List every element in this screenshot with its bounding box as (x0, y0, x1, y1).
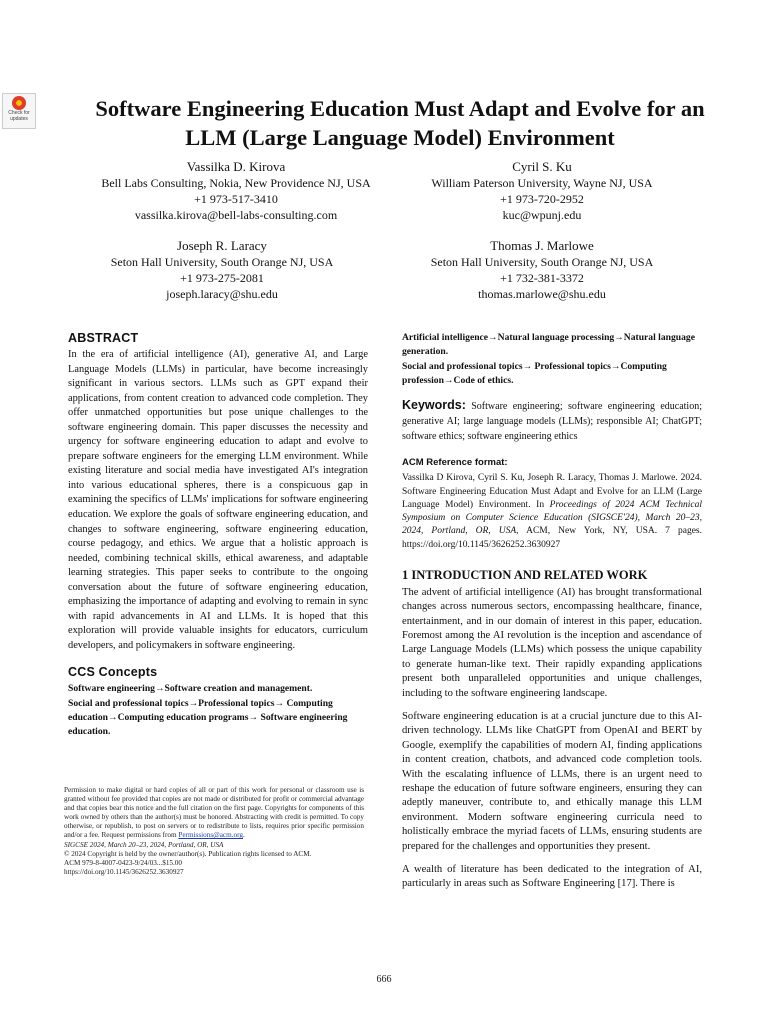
page-number: 666 (376, 974, 392, 985)
ccs-concept-line: Social and professional topics→Professional topics→ Computing education→Computing education programs→ Software engineering education. (68, 697, 348, 738)
keywords-label: Keywords: (402, 398, 466, 413)
ccs-concept-line: Software engineering→Software creation and management. (68, 683, 313, 695)
permission-link-tail: . (242, 831, 245, 840)
introduction-section (402, 568, 702, 892)
ccs-concept-line: Social and professional topics→ Professional topics→Computing profession→Code of ethics. (402, 360, 667, 386)
check-for-updates-badge[interactable] (2, 93, 36, 129)
author-name: Vassilka D. Kirova (186, 159, 286, 174)
acm-reference-tail: ACM, New York, NY, USA. 7 pages. https://doi.org/10.1145/3626252.3630927 (402, 526, 702, 550)
ccs-heading: CCS Concepts (68, 665, 158, 680)
abstract-text: In the era of artificial intelligence (AI), generative AI, and Large Language Models (LLMs) in particular, have become increasingly significant in various sectors. LLMs such as GPT expand their applications, from content creation to advanced code completion. They offer unmatched opportunities but pose unique challenges to the software engineering domain. This paper discusses the necessity and urgency for software engineering education to adapt and evolve to prepare software engineers for the emerging LLM environment. While existing literature and social media have investigated AI's integration into various educational spheres, there is a conspicuous gap in examining the specifics of LLMs' implications for software engineering education. We explore the goals of software engineering education, and changes to software engineering, software engineering education, course pedagogy, and ethics. We argue that a holistic approach is needed, combining technical skills, ethical awareness, and adaptable learning strategies. This paper seeks to contribute to the ongoing conversation about the future of software engineering education, emphasizing the importance of adapting and evolving to remain in sync with rapid advancements in AI and LLMs. It is hoped that this exploration will provide valuable insights for educators, curriculum developers, and policymakers in software engineering. (68, 349, 368, 651)
keywords (402, 398, 702, 444)
author-name: Thomas J. Marlowe (490, 238, 594, 253)
right-column (402, 331, 702, 901)
author-phone: +1 973-720-2952 (500, 192, 584, 206)
permission-text: Permission to make digital or hard copies of all or part of this work for personal or classroom use is granted without fee provided that copies are not made or distributed for profit or commercial advantage and that copies bear this notice and the full citation on the first page. Copyrights for components of this work owned by others than the author(s) must be honored. Abstracting with credit is permitted. To copy otherwise, or republish, to post on servers or to redistribute to lists, requires prior specific permission and/or a fee. Request permissions from (64, 786, 364, 840)
isbn-line: ACM 979-8-4007-0423-9/24/03...$15.00 (64, 858, 182, 867)
author-email: kuc@wpunj.edu (502, 208, 582, 222)
acm-reference (402, 456, 702, 552)
acm-reference-label: ACM Reference format: (402, 457, 508, 469)
keywords-text: Software engineering; software engineering education; generative AI; large language models (LLMs); responsible AI; ChatGPT; software ethics; software engineering ethics (402, 401, 702, 443)
check-for-updates-icon (12, 96, 26, 110)
author-name: Cyril S. Ku (512, 159, 572, 174)
abstract-heading: ABSTRACT (68, 331, 139, 345)
doi-line[interactable]: https://doi.org/10.1145/3626252.3630927 (64, 867, 184, 876)
acm-reference-venue: Proceedings of 2024 ACM Technical Symposium on Computer Science Education (SIGSCE'24), March 20–23, 2024, Portland, OR, USA, (402, 499, 702, 537)
author-phone: +1 973-275-2081 (180, 271, 264, 285)
author-block (86, 158, 386, 223)
author-block (72, 237, 372, 302)
acm-reference-text: Vassilka D Kirova, Cyril S. Ku, Joseph R. Laracy, Thomas J. Marlowe. 2024. Software Engineering Education Must Adapt and Evolve for an LLM (Large Language Model) Environment. In (402, 473, 702, 510)
introduction-paragraph: The advent of artificial intelligence (AI) has brought transformational changes across numerous sectors, encompassing healthcare, finance, entertainment, and in our domain of interest in this paper, education. Foremost among the AI revolution is the inception and ascendance of Large Language Models (LLMs) which possess the unique capability to generate human-like text. Their rapidly expanding applications present both unparalleled opportunities and unique challenges, including to the software engineering landscape. (402, 586, 702, 699)
badge-label: Check for updates (8, 110, 30, 122)
author-affiliation: Seton Hall University, South Orange NJ, USA (110, 255, 334, 269)
permission-notice (64, 786, 364, 877)
left-column (68, 331, 368, 740)
author-phone: +1 973-517-3410 (194, 192, 278, 206)
introduction-paragraph: Software engineering education is at a crucial juncture due to this AI-driven technology. LLMs like ChatGPT from OpenAI and BERT by Google, exemplify the capabilities of modern AI, finding applications in content creation, chatbots, and advanced code completion tools. With the escalating influence of LLMs, there is an urgent need to reshape the education of future software engineers, ensuring they can adeptly maneuver, contribute to, and ethically manage this LLM environment. Modern software engineering curricula need to holistically embrace the myriad facets of LLMs, ensuring students are prepared for the challenges and opportunities they present. (402, 710, 702, 852)
copyright-line: © 2024 Copyright is held by the owner/author(s). Publication rights licensed to ACM. (64, 849, 312, 858)
author-affiliation: Seton Hall University, South Orange NJ, USA (430, 255, 654, 269)
author-email: thomas.marlowe@shu.edu (478, 287, 606, 301)
author-phone: +1 732-381-3372 (500, 271, 584, 285)
author-block (392, 158, 692, 223)
permissions-email-link[interactable]: Permissions@acm.org (178, 831, 243, 840)
ccs-concept-line: Artificial intelligence→Natural language processing→Natural language generation. (402, 332, 695, 358)
author-email: vassilka.kirova@bell-labs-consulting.com (134, 208, 338, 222)
author-name: Joseph R. Laracy (177, 238, 267, 253)
introduction-heading: 1 INTRODUCTION AND RELATED WORK (402, 567, 648, 582)
author-affiliation: Bell Labs Consulting, Nokia, New Providence NJ, USA (101, 176, 371, 190)
author-affiliation: William Paterson University, Wayne NJ, USA (431, 176, 653, 190)
introduction-paragraph: A wealth of literature has been dedicated to the integration of AI, particularly in areas such as Software Engineering [17]. There is (402, 864, 702, 890)
author-email: joseph.laracy@shu.edu (166, 287, 278, 301)
author-block (392, 237, 692, 302)
paper-title: Software Engineering Education Must Adapt and Evolve for an LLM (Large Language Model) Environment (95, 96, 705, 150)
venue-line: SIGCSE 2024, March 20–23, 2024, Portland, OR, USA (64, 840, 224, 849)
